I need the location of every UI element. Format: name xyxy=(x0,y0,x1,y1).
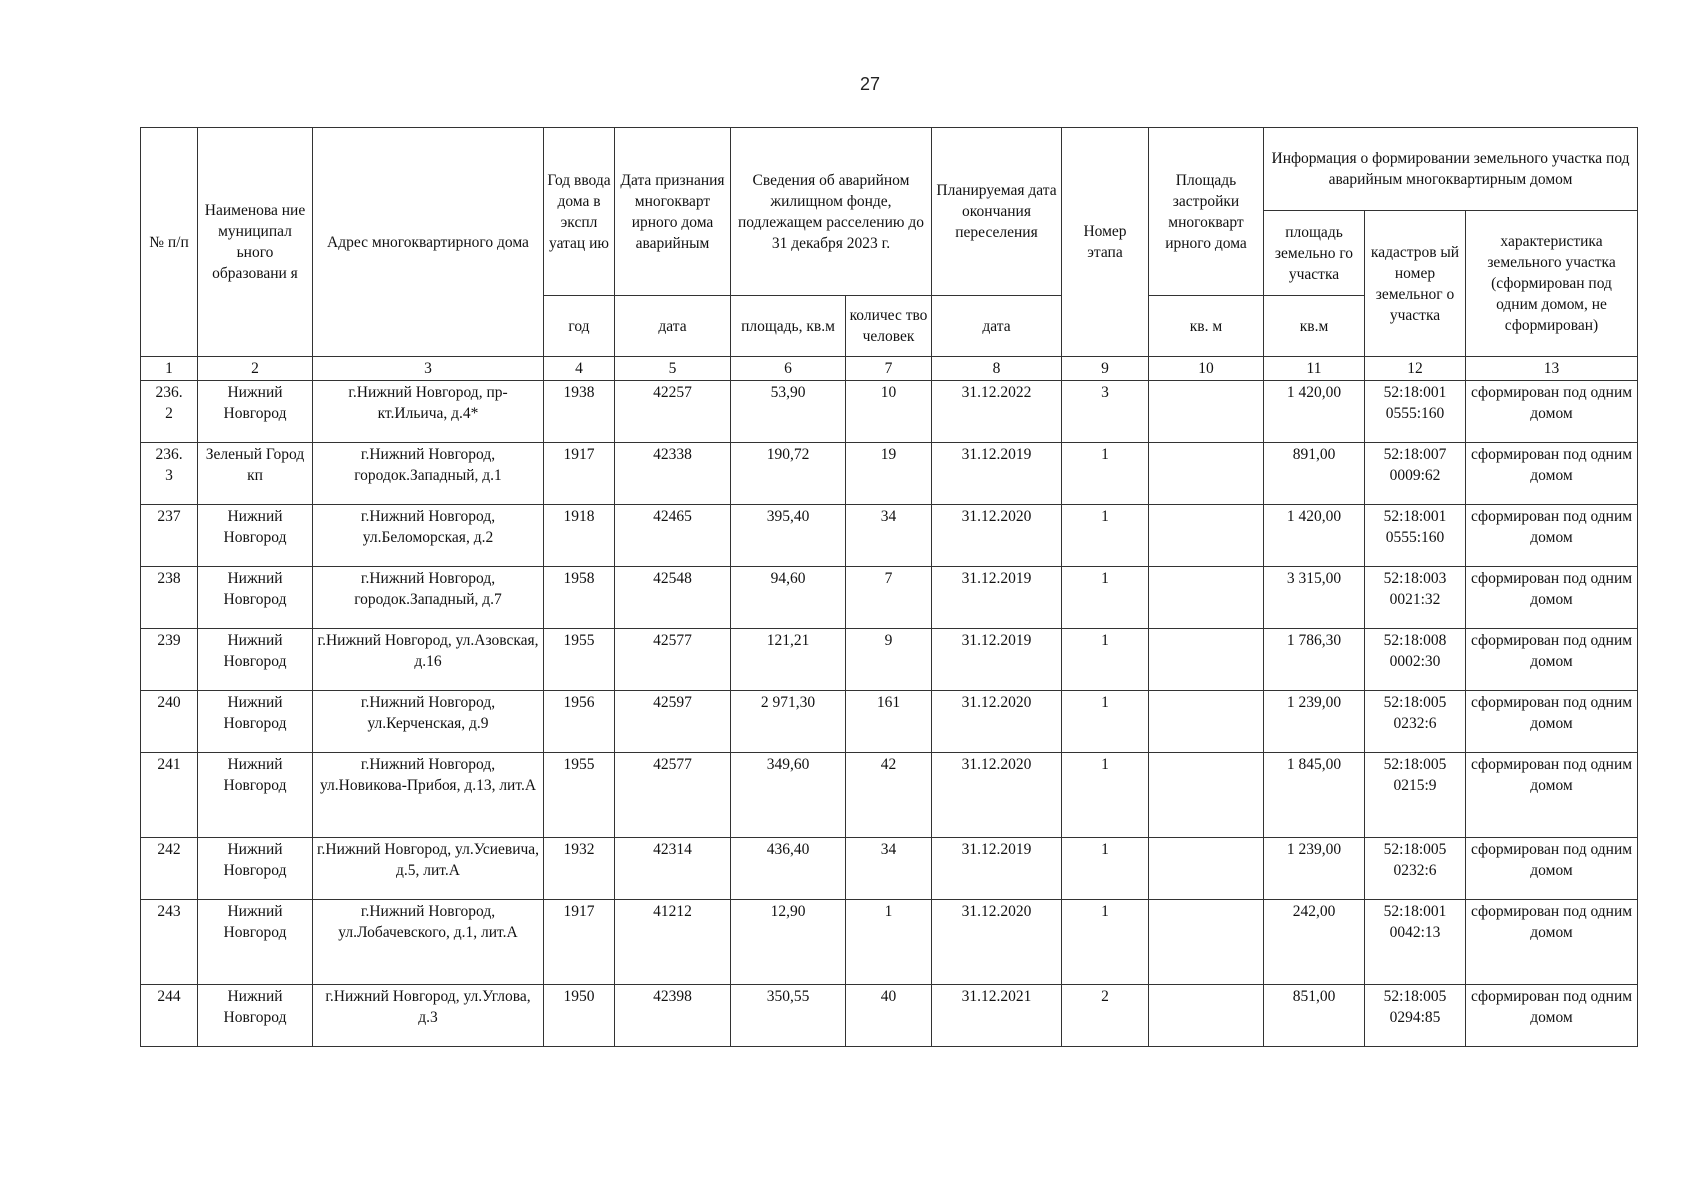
row-land-area: 242,00 xyxy=(1264,900,1365,985)
row-stage: 3 xyxy=(1062,381,1149,443)
row-stage: 1 xyxy=(1062,691,1149,753)
column-number: 11 xyxy=(1264,357,1365,381)
row-land-area: 1 420,00 xyxy=(1264,505,1365,567)
row-cadastral: 52:18:001 0042:13 xyxy=(1365,900,1466,985)
row-land-characteristic: сформирован под одним домом xyxy=(1466,838,1638,900)
row-num: 243 xyxy=(141,900,198,985)
unit-land-area: кв.м xyxy=(1264,296,1365,357)
row-people: 34 xyxy=(846,838,932,900)
row-cadastral: 52:18:005 0232:6 xyxy=(1365,838,1466,900)
table-row xyxy=(141,753,1638,838)
row-planned-date: 31.12.2020 xyxy=(932,505,1062,567)
row-address: г.Нижний Новгород, ул.Углова, д.3 xyxy=(313,985,544,1047)
row-num: 238 xyxy=(141,567,198,629)
row-people: 7 xyxy=(846,567,932,629)
row-address: г.Нижний Новгород, ул.Беломорская, д.2 xyxy=(313,505,544,567)
row-cadastral: 52:18:003 0021:32 xyxy=(1365,567,1466,629)
row-stage: 1 xyxy=(1062,838,1149,900)
column-number: 7 xyxy=(846,357,932,381)
unit-year: год xyxy=(544,296,615,357)
header-land-characteristic: характеристика земельного участка (сформирован под одним домом, не сформирован) xyxy=(1466,211,1638,357)
row-date-recognized: 42548 xyxy=(615,567,731,629)
header-address: Адрес многоквартирного дома xyxy=(313,128,544,357)
row-people: 19 xyxy=(846,443,932,505)
row-planned-date: 31.12.2020 xyxy=(932,753,1062,838)
row-land-area: 3 315,00 xyxy=(1264,567,1365,629)
row-people: 34 xyxy=(846,505,932,567)
row-year: 1938 xyxy=(544,381,615,443)
row-land-characteristic: сформирован под одним домом xyxy=(1466,381,1638,443)
row-people: 9 xyxy=(846,629,932,691)
row-municipality: Нижний Новгород xyxy=(198,505,313,567)
row-planned-date: 31.12.2019 xyxy=(932,443,1062,505)
row-land-area: 1 420,00 xyxy=(1264,381,1365,443)
header-cadastral: кадастров ый номер земельног о участка xyxy=(1365,211,1466,357)
row-year: 1932 xyxy=(544,838,615,900)
row-num: 241 xyxy=(141,753,198,838)
row-planned-date: 31.12.2019 xyxy=(932,629,1062,691)
row-num: 240 xyxy=(141,691,198,753)
row-municipality: Зеленый Город кп xyxy=(198,443,313,505)
row-area: 436,40 xyxy=(731,838,846,900)
unit-building-area: кв. м xyxy=(1149,296,1264,357)
column-number: 8 xyxy=(932,357,1062,381)
row-land-area: 851,00 xyxy=(1264,985,1365,1047)
column-number: 6 xyxy=(731,357,846,381)
row-land-characteristic: сформирован под одним домом xyxy=(1466,900,1638,985)
column-number: 9 xyxy=(1062,357,1149,381)
table-row xyxy=(141,838,1638,900)
row-building-area xyxy=(1149,753,1264,838)
row-municipality: Нижний Новгород xyxy=(198,753,313,838)
row-area: 94,60 xyxy=(731,567,846,629)
table-row xyxy=(141,505,1638,567)
row-date-recognized: 42338 xyxy=(615,443,731,505)
row-num: 237 xyxy=(141,505,198,567)
row-area: 121,21 xyxy=(731,629,846,691)
row-cadastral: 52:18:005 0294:85 xyxy=(1365,985,1466,1047)
row-area: 350,55 xyxy=(731,985,846,1047)
row-land-area: 1 845,00 xyxy=(1264,753,1365,838)
row-municipality: Нижний Новгород xyxy=(198,381,313,443)
row-building-area xyxy=(1149,838,1264,900)
row-building-area xyxy=(1149,505,1264,567)
row-year: 1918 xyxy=(544,505,615,567)
table-row xyxy=(141,985,1638,1047)
row-year: 1956 xyxy=(544,691,615,753)
column-number: 10 xyxy=(1149,357,1264,381)
row-land-area: 891,00 xyxy=(1264,443,1365,505)
row-cadastral: 52:18:001 0555:160 xyxy=(1365,381,1466,443)
row-cadastral: 52:18:005 0232:6 xyxy=(1365,691,1466,753)
row-address: г.Нижний Новгород, пр-кт.Ильича, д.4* xyxy=(313,381,544,443)
row-area: 395,40 xyxy=(731,505,846,567)
column-number: 5 xyxy=(615,357,731,381)
row-year: 1950 xyxy=(544,985,615,1047)
row-planned-date: 31.12.2019 xyxy=(932,838,1062,900)
row-area: 53,90 xyxy=(731,381,846,443)
row-building-area xyxy=(1149,567,1264,629)
row-address: г.Нижний Новгород, ул.Керченская, д.9 xyxy=(313,691,544,753)
row-planned-date: 31.12.2019 xyxy=(932,567,1062,629)
header-housing-info: Сведения об аварийном жилищном фонде, подлежащем расселению до 31 декабря 2023 г. xyxy=(731,128,932,296)
row-land-characteristic: сформирован под одним домом xyxy=(1466,505,1638,567)
row-people: 161 xyxy=(846,691,932,753)
header-year: Год ввода дома в экспл уатац ию xyxy=(544,128,615,296)
row-date-recognized: 42257 xyxy=(615,381,731,443)
row-people: 10 xyxy=(846,381,932,443)
row-building-area xyxy=(1149,691,1264,753)
row-land-area: 1 786,30 xyxy=(1264,629,1365,691)
row-area: 2 971,30 xyxy=(731,691,846,753)
row-address: г.Нижний Новгород, ул.Усиевича, д.5, лит.А xyxy=(313,838,544,900)
row-stage: 2 xyxy=(1062,985,1149,1047)
row-stage: 1 xyxy=(1062,443,1149,505)
row-year: 1917 xyxy=(544,443,615,505)
row-address: г.Нижний Новгород, ул.Новикова-Прибоя, д.13, лит.А xyxy=(313,753,544,838)
row-date-recognized: 42597 xyxy=(615,691,731,753)
row-year: 1955 xyxy=(544,753,615,838)
table-header xyxy=(141,128,1638,381)
row-num: 236. 3 xyxy=(141,443,198,505)
row-cadastral: 52:18:005 0215:9 xyxy=(1365,753,1466,838)
row-building-area xyxy=(1149,629,1264,691)
row-people: 1 xyxy=(846,900,932,985)
row-date-recognized: 42465 xyxy=(615,505,731,567)
row-cadastral: 52:18:008 0002:30 xyxy=(1365,629,1466,691)
row-stage: 1 xyxy=(1062,753,1149,838)
row-year: 1917 xyxy=(544,900,615,985)
row-land-characteristic: сформирован под одним домом xyxy=(1466,753,1638,838)
unit-date-recognized: дата xyxy=(615,296,731,357)
column-number: 2 xyxy=(198,357,313,381)
row-address: г.Нижний Новгород, городок.Западный, д.7 xyxy=(313,567,544,629)
row-building-area xyxy=(1149,381,1264,443)
row-num: 236. 2 xyxy=(141,381,198,443)
table-row xyxy=(141,900,1638,985)
row-address: г.Нижний Новгород, городок.Западный, д.1 xyxy=(313,443,544,505)
row-cadastral: 52:18:001 0555:160 xyxy=(1365,505,1466,567)
row-planned-date: 31.12.2022 xyxy=(932,381,1062,443)
header-num: № п/п xyxy=(141,128,198,357)
row-building-area xyxy=(1149,900,1264,985)
row-area: 12,90 xyxy=(731,900,846,985)
row-land-characteristic: сформирован под одним домом xyxy=(1466,691,1638,753)
row-municipality: Нижний Новгород xyxy=(198,629,313,691)
header-planned-date: Планируемая дата окончания переселения xyxy=(932,128,1062,296)
row-people: 42 xyxy=(846,753,932,838)
column-number: 12 xyxy=(1365,357,1466,381)
housing-registry-table xyxy=(140,127,1638,1047)
header-date-recognized: Дата признания многокварт ирного дома аварийным xyxy=(615,128,731,296)
row-address: г.Нижний Новгород, ул.Азовская, д.16 xyxy=(313,629,544,691)
row-date-recognized: 42577 xyxy=(615,753,731,838)
unit-people: количес тво человек xyxy=(846,296,932,357)
row-planned-date: 31.12.2020 xyxy=(932,691,1062,753)
column-number: 1 xyxy=(141,357,198,381)
row-municipality: Нижний Новгород xyxy=(198,900,313,985)
row-municipality: Нижний Новгород xyxy=(198,985,313,1047)
header-building-area: Площадь застройки многокварт ирного дома xyxy=(1149,128,1264,296)
row-stage: 1 xyxy=(1062,629,1149,691)
row-num: 239 xyxy=(141,629,198,691)
row-area: 349,60 xyxy=(731,753,846,838)
table-row xyxy=(141,691,1638,753)
row-num: 244 xyxy=(141,985,198,1047)
row-area: 190,72 xyxy=(731,443,846,505)
row-date-recognized: 42398 xyxy=(615,985,731,1047)
row-stage: 1 xyxy=(1062,505,1149,567)
row-planned-date: 31.12.2021 xyxy=(932,985,1062,1047)
row-land-area: 1 239,00 xyxy=(1264,838,1365,900)
row-land-characteristic: сформирован под одним домом xyxy=(1466,567,1638,629)
column-number: 3 xyxy=(313,357,544,381)
row-year: 1958 xyxy=(544,567,615,629)
row-land-characteristic: сформирован под одним домом xyxy=(1466,443,1638,505)
page-number: 27 xyxy=(859,74,881,94)
unit-area: площадь, кв.м xyxy=(731,296,846,357)
row-land-characteristic: сформирован под одним домом xyxy=(1466,629,1638,691)
row-planned-date: 31.12.2020 xyxy=(932,900,1062,985)
row-building-area xyxy=(1149,985,1264,1047)
row-stage: 1 xyxy=(1062,567,1149,629)
table-row xyxy=(141,443,1638,505)
row-address: г.Нижний Новгород, ул.Лобачевского, д.1, лит.А xyxy=(313,900,544,985)
row-stage: 1 xyxy=(1062,900,1149,985)
row-year: 1955 xyxy=(544,629,615,691)
row-date-recognized: 41212 xyxy=(615,900,731,985)
column-number-row xyxy=(141,357,1638,381)
row-num: 242 xyxy=(141,838,198,900)
table-row xyxy=(141,567,1638,629)
header-stage: Номер этапа xyxy=(1062,128,1149,357)
row-land-area: 1 239,00 xyxy=(1264,691,1365,753)
table-body xyxy=(141,381,1638,1047)
header-land-area: площадь земельно го участка xyxy=(1264,211,1365,296)
row-people: 40 xyxy=(846,985,932,1047)
column-number: 13 xyxy=(1466,357,1638,381)
table-row xyxy=(141,381,1638,443)
unit-planned-date: дата xyxy=(932,296,1062,357)
row-municipality: Нижний Новгород xyxy=(198,691,313,753)
row-date-recognized: 42314 xyxy=(615,838,731,900)
column-number: 4 xyxy=(544,357,615,381)
row-municipality: Нижний Новгород xyxy=(198,838,313,900)
header-municipality: Наименова ние муниципал ьного образовани я xyxy=(198,128,313,357)
row-date-recognized: 42577 xyxy=(615,629,731,691)
row-building-area xyxy=(1149,443,1264,505)
row-municipality: Нижний Новгород xyxy=(198,567,313,629)
row-land-characteristic: сформирован под одним домом xyxy=(1466,985,1638,1047)
header-land-info: Информация о формировании земельного участка под аварийным многоквартирным домом xyxy=(1264,128,1638,211)
table-row xyxy=(141,629,1638,691)
row-cadastral: 52:18:007 0009:62 xyxy=(1365,443,1466,505)
